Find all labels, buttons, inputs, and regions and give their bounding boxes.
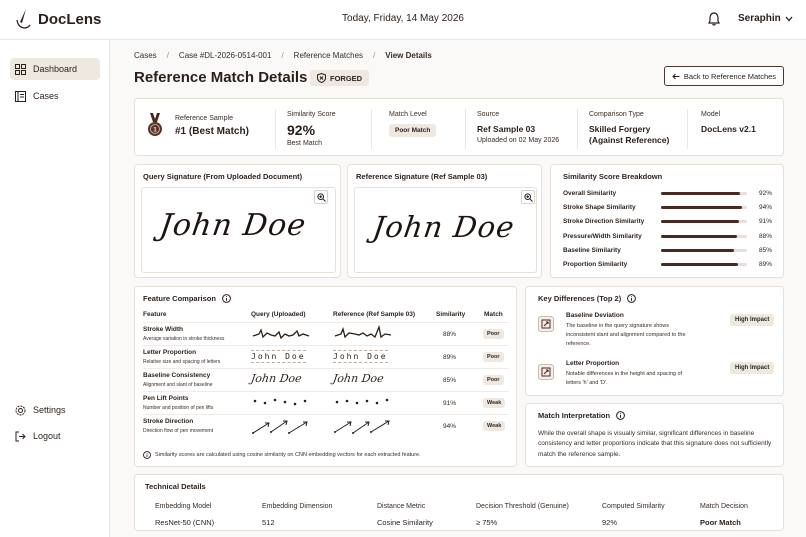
feature-desc: Direction flow of pen movement (143, 428, 214, 434)
reference-signature-image (354, 187, 537, 273)
gear-icon (15, 405, 26, 416)
proportion-icon (538, 364, 554, 380)
column-header: Query (Uploaded) (251, 311, 306, 318)
divider (275, 109, 276, 149)
breakdown-label: Overall Similarity (563, 190, 617, 197)
key-differences-title: Key Differences (Top 2) (538, 294, 622, 303)
feature-note-text: Similarity scores are calculated using cosine similarity on CNN embedding vectors for each extracted feature. (155, 452, 421, 458)
breadcrumb-cases[interactable]: Cases (134, 51, 157, 60)
feature-similarity: 94% (443, 423, 457, 430)
technical-details-panel (134, 474, 784, 531)
breakdown-row (563, 202, 773, 214)
breakdown-label: Pressure/Width Similarity (563, 232, 642, 240)
interpretation-title: Match Interpretation (538, 411, 611, 420)
baseline-reference-thumbnail: John Doe (332, 372, 385, 385)
breakdown-bar-track (661, 220, 747, 223)
breakdown-value: 85% (759, 246, 773, 254)
key-difference-desc: The baseline in the query signature shows inconsistent slant and alignment compared to the reference. (566, 323, 686, 347)
column-header: Similarity (436, 311, 466, 318)
key-differences-panel (525, 286, 784, 396)
breadcrumb (134, 51, 432, 60)
letter-proportion-reference-thumbnail: John Doe (333, 352, 388, 361)
pen-lift-reference-thumbnail (333, 393, 397, 413)
info-icon (143, 451, 151, 459)
column-header: Reference (Ref Sample 03) (333, 311, 416, 318)
table-row[interactable] (143, 414, 509, 437)
breadcrumb-separator: / (166, 51, 169, 60)
breakdown-label: Stroke Direction Similarity (563, 218, 645, 226)
breakdown-row (563, 259, 773, 271)
breakdown-bar-fill (661, 249, 734, 252)
summary-card (134, 98, 784, 156)
signature-script: John Doe (370, 210, 517, 244)
feature-similarity: 91% (443, 400, 457, 407)
panel-title: Similarity Score Breakdown (563, 172, 663, 181)
user-menu[interactable] (738, 13, 793, 24)
tech-field: Decision Threshold (Genuine) ≥ 75% (476, 503, 569, 527)
key-difference-name: Baseline Deviation (566, 312, 624, 319)
stroke-width-reference-thumbnail (333, 324, 397, 344)
info-icon[interactable] (222, 294, 231, 303)
feature-comparison-title: Feature Comparison (143, 294, 216, 303)
query-signature-panel (134, 164, 341, 278)
reference-signature-panel (347, 164, 542, 278)
stroke-width-query-thumbnail (251, 324, 315, 344)
feature-name: Letter Proportion (143, 349, 197, 356)
zoom-in-icon (524, 193, 533, 202)
breakdown-row (563, 188, 773, 200)
impact-badge: High Impact (730, 314, 774, 326)
feature-similarity: 89% (443, 354, 457, 361)
breakdown-row (563, 231, 773, 243)
feature-desc: Average variation in stroke thickness (143, 336, 225, 342)
panel-title (143, 294, 231, 303)
match-badge: Weak (483, 398, 505, 408)
panel-title: Query Signature (From Uploaded Document) (143, 172, 303, 181)
breakdown-value: 94% (759, 204, 773, 212)
breakdown-value: 88% (759, 232, 773, 240)
breadcrumb-separator: / (281, 51, 284, 60)
status-badge-label: FORGED (330, 73, 363, 83)
feature-similarity: 85% (443, 377, 457, 384)
breakdown-value: 92% (759, 190, 773, 197)
stroke-direction-reference-thumbnail (333, 416, 397, 436)
feature-desc: Alignment and slant of baseline (143, 382, 213, 388)
match-badge: Poor (483, 329, 504, 339)
grid-icon (15, 64, 26, 75)
panel-title: Technical Details (145, 482, 206, 491)
similarity-breakdown-panel (550, 164, 784, 278)
tech-field: Distance Metric Cosine Similarity (377, 503, 433, 527)
table-row[interactable] (143, 345, 509, 368)
interpretation-text: While the overall shape is visually similar, significant differences in baseline consistency and letter proportions indicate that this signature does not sufficiently match the reference sample. (538, 430, 772, 458)
arrow-left-icon (672, 73, 680, 80)
sidebar-item-cases[interactable] (10, 85, 100, 107)
column-header: Feature (143, 311, 167, 318)
baseline-query-thumbnail: John Doe (250, 372, 303, 385)
feature-desc: Relative size and spacing of letters (143, 359, 221, 365)
panel-title (538, 411, 625, 420)
breakdown-bar-track (661, 206, 747, 209)
sidebar-item-label: Cases (33, 91, 59, 101)
tech-field: Embedding Dimension 512 (262, 503, 333, 527)
breakdown-bar-fill (661, 235, 737, 238)
sidebar-item-settings[interactable] (10, 399, 100, 421)
zoom-button[interactable] (521, 190, 535, 204)
match-level-field: Match Level Poor Match (389, 111, 436, 137)
feature-comparison-panel (134, 286, 517, 467)
page-title: Reference Match Details (134, 69, 308, 86)
match-level-badge: Poor Match (389, 124, 436, 137)
divider (371, 109, 372, 149)
baseline-icon (538, 316, 554, 332)
signature-script: John Doe (157, 208, 309, 243)
breakdown-bar-fill (661, 206, 742, 209)
key-difference-desc: Notable differences in the height and spacing of letters 'h' and 'D'. (566, 371, 683, 386)
feature-name: Baseline Consistency (143, 372, 211, 379)
table-row[interactable] (143, 391, 509, 414)
logout-icon (15, 431, 26, 442)
similarity-score-value: 92% (287, 122, 316, 138)
breakdown-value: 91% (759, 218, 773, 226)
match-badge: Poor (483, 375, 504, 385)
zoom-button[interactable] (314, 190, 328, 204)
shield-x-icon (317, 73, 326, 83)
letter-proportion-query-thumbnail: John Doe (251, 352, 306, 361)
top-bar (0, 0, 806, 40)
feature-name: Pen Lift Points (143, 395, 189, 402)
back-to-reference-matches-button[interactable] (664, 66, 784, 86)
sidebar-item-label: Settings (33, 405, 66, 415)
bell-icon[interactable] (708, 12, 720, 26)
svg-text:1: 1 (153, 127, 157, 134)
tech-field: Match Decision Poor Match (700, 503, 748, 527)
table-row[interactable] (143, 368, 509, 391)
stroke-direction-query-thumbnail (251, 416, 315, 436)
breakdown-bar-track (661, 249, 747, 252)
sidebar (0, 40, 110, 537)
source-field: Source Ref Sample 03 Uploaded on 02 May 2026 (477, 111, 560, 144)
breakdown-bar-fill (661, 263, 738, 266)
pen-lift-query-thumbnail (251, 393, 315, 413)
tech-field: Computed Similarity 92% (602, 503, 665, 527)
breakdown-bar-track (661, 192, 747, 195)
breakdown-bar-fill (661, 192, 740, 195)
breakdown-bar-track (661, 235, 747, 238)
query-signature-image (141, 187, 336, 273)
feature-name: Stroke Direction (143, 418, 194, 425)
breakdown-bar-track (661, 263, 747, 266)
sidebar-item-label: Dashboard (33, 64, 78, 74)
match-badge: Poor (483, 352, 504, 362)
brand-name: DocLens (38, 10, 102, 28)
sidebar-item-label: Logout (33, 431, 61, 441)
info-icon[interactable] (616, 411, 625, 420)
panel-title (538, 294, 636, 303)
divider (577, 109, 578, 149)
book-icon (15, 91, 26, 102)
user-name: Seraphin (738, 13, 781, 24)
comparison-type-field: Comparison Type Skilled Forgery (Against Reference) (589, 111, 670, 145)
feature-note (143, 451, 421, 459)
breakdown-row (563, 216, 773, 228)
feature-name: Stroke Width (143, 326, 184, 333)
match-interpretation-panel (525, 403, 784, 467)
breadcrumb-separator: / (373, 51, 376, 60)
breakdown-row (563, 245, 773, 257)
impact-badge: High Impact (730, 362, 774, 374)
breadcrumb-reference-matches[interactable]: Reference Matches (293, 51, 364, 60)
sidebar-item-logout[interactable] (10, 425, 100, 447)
column-header: Match (484, 311, 503, 318)
zoom-in-icon (317, 193, 326, 202)
breadcrumb-current: View Details (385, 51, 432, 60)
breakdown-label: Baseline Similarity (563, 246, 621, 254)
table-row[interactable] (143, 322, 509, 345)
medal-icon (147, 113, 163, 139)
model-field: Model DocLens v2.1 (701, 111, 756, 134)
reference-sample-field: Reference Sample #1 (Best Match) (175, 115, 249, 137)
breakdown-bar-fill (661, 220, 739, 223)
chevron-down-icon (785, 16, 793, 22)
breadcrumb-case[interactable]: Case #DL-2026-0514-001 (178, 51, 272, 60)
current-date: Today, Friday, 14 May 2026 (342, 13, 464, 24)
key-difference-item[interactable] (538, 312, 784, 352)
status-badge (310, 70, 369, 86)
feature-desc: Number and position of pen lifts (143, 405, 214, 411)
tech-field: Embedding Model ResNet-50 (CNN) (155, 503, 215, 527)
divider (687, 109, 688, 149)
breakdown-label: Stroke Shape Similarity (563, 204, 636, 212)
divider (465, 109, 466, 149)
info-icon[interactable] (627, 294, 636, 303)
match-badge: Weak (483, 421, 505, 431)
breakdown-label: Proportion Similarity (563, 261, 628, 268)
similarity-score-field: Similarity Score 92% Best Match (287, 111, 336, 147)
back-button-label: Back to Reference Matches (683, 71, 777, 81)
feature-similarity: 88% (443, 331, 457, 338)
panel-title: Reference Signature (Ref Sample 03) (356, 172, 488, 181)
breakdown-value: 89% (759, 261, 773, 268)
key-difference-name: Letter Proportion (566, 360, 620, 367)
sidebar-item-dashboard[interactable] (10, 58, 100, 80)
key-difference-item[interactable] (538, 360, 784, 400)
